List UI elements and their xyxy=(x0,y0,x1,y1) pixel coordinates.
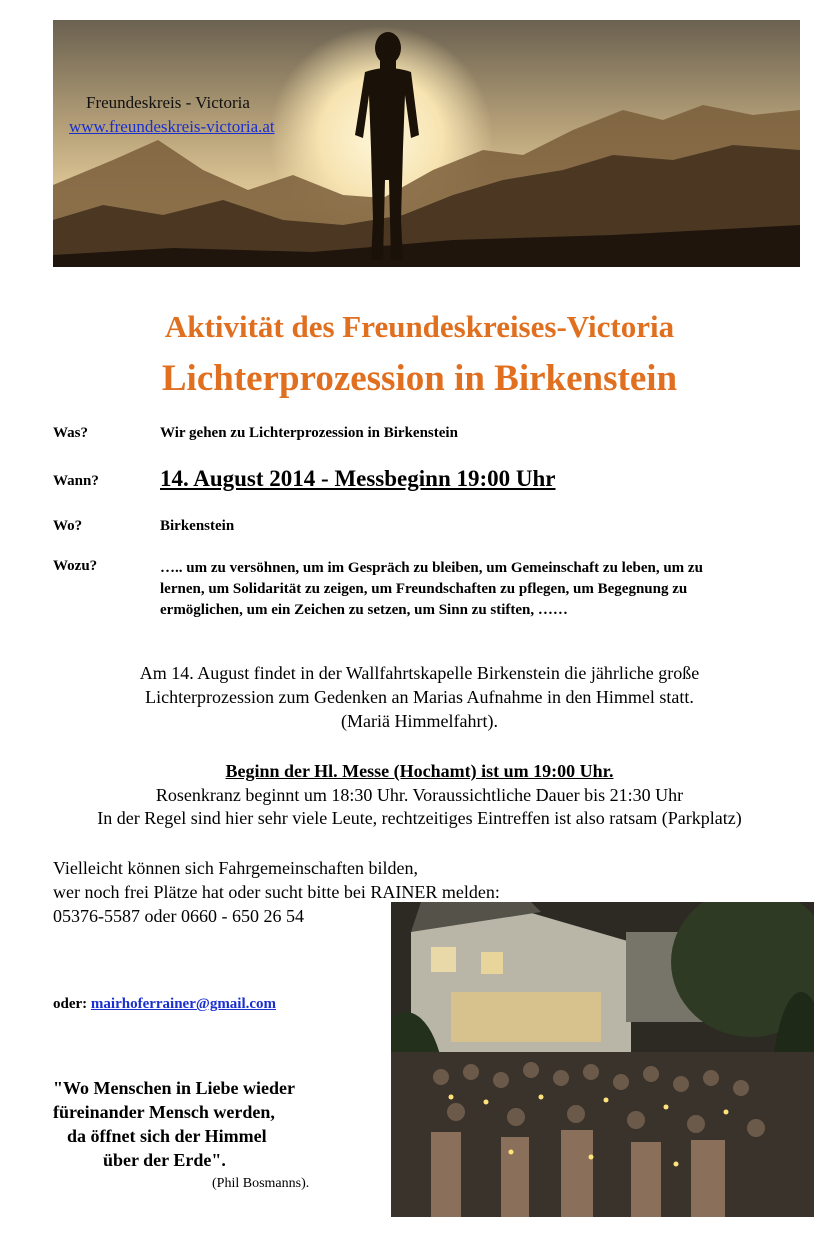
mass-begin-heading: Beginn der Hl. Messe (Hochamt) ist um 19:00 Uhr. xyxy=(225,761,614,781)
procession-photo xyxy=(391,902,814,1217)
phone-numbers: 05376-5587 oder 0660 - 650 26 54 xyxy=(53,906,304,926)
or-label: oder: xyxy=(53,996,88,1012)
quote-line-2: füreinander Mensch werden, xyxy=(53,1102,275,1122)
quote-line-3: da öffnet sich der Himmel xyxy=(67,1126,267,1146)
carpool-line-2: wer noch frei Plätze hat oder sucht bitte bei RAINER melden: xyxy=(53,882,500,902)
wann-value: 14. August 2014 - Messbeginn 19:00 Uhr xyxy=(160,466,556,491)
was-value: Wir gehen zu Lichterprozession in Birkenstein xyxy=(160,425,458,441)
wo-value: Birkenstein xyxy=(160,518,235,534)
intro-line-2: Lichterprozession zum Gedenken an Marias Aufnahme in den Himmel statt. xyxy=(145,687,694,707)
page-subtitle: Lichterprozession in Birkenstein xyxy=(161,358,678,399)
carpool-line-1: Vielleicht können sich Fahrgemeinschaften bilden, xyxy=(53,858,418,878)
wo-label: Wo? xyxy=(53,518,83,534)
rosary-info: Rosenkranz beginnt um 18:30 Uhr. Voraussichtliche Dauer bis 21:30 Uhr xyxy=(155,785,684,805)
quote-block xyxy=(53,1076,295,1172)
was-label: Was? xyxy=(53,425,89,441)
wozu-value: ….. um zu versöhnen, um im Gespräch zu bleiben, um Gemeinschaft zu leben, um zu lernen, um Solidarität zu zeigen, um Freundschaften zu pflegen, um Begegnung zu ermöglichen, um ein Zeichen zu setzen, um Sinn zu stiften, …… xyxy=(160,560,703,618)
intro-line-1: Am 14. August findet in der Wallfahrtskapelle Birkenstein die jährliche große xyxy=(139,663,700,683)
page-title: Aktivität des Freundeskreises-Victoria xyxy=(164,309,675,344)
email-link[interactable]: mairhoferrainer@gmail.com xyxy=(90,996,277,1012)
quote-line-1: "Wo Menschen in Liebe wieder xyxy=(53,1078,295,1098)
org-name: Freundeskreis - Victoria xyxy=(86,93,250,112)
wozu-label: Wozu? xyxy=(53,558,98,574)
wann-label: Wann? xyxy=(53,473,99,489)
email-row xyxy=(53,996,276,1013)
org-website-link[interactable]: www.freundeskreis-victoria.at xyxy=(69,117,275,136)
header-banner-image xyxy=(53,20,800,267)
intro-line-3: (Mariä Himmelfahrt). xyxy=(341,711,498,731)
crowd-note: In der Regel sind hier sehr viele Leute, rechtzeitiges Eintreffen ist also ratsam (Parkplatz) xyxy=(97,808,742,828)
quote-author: (Phil Bosmanns). xyxy=(212,1176,310,1191)
quote-line-4: über der Erde". xyxy=(103,1150,226,1170)
